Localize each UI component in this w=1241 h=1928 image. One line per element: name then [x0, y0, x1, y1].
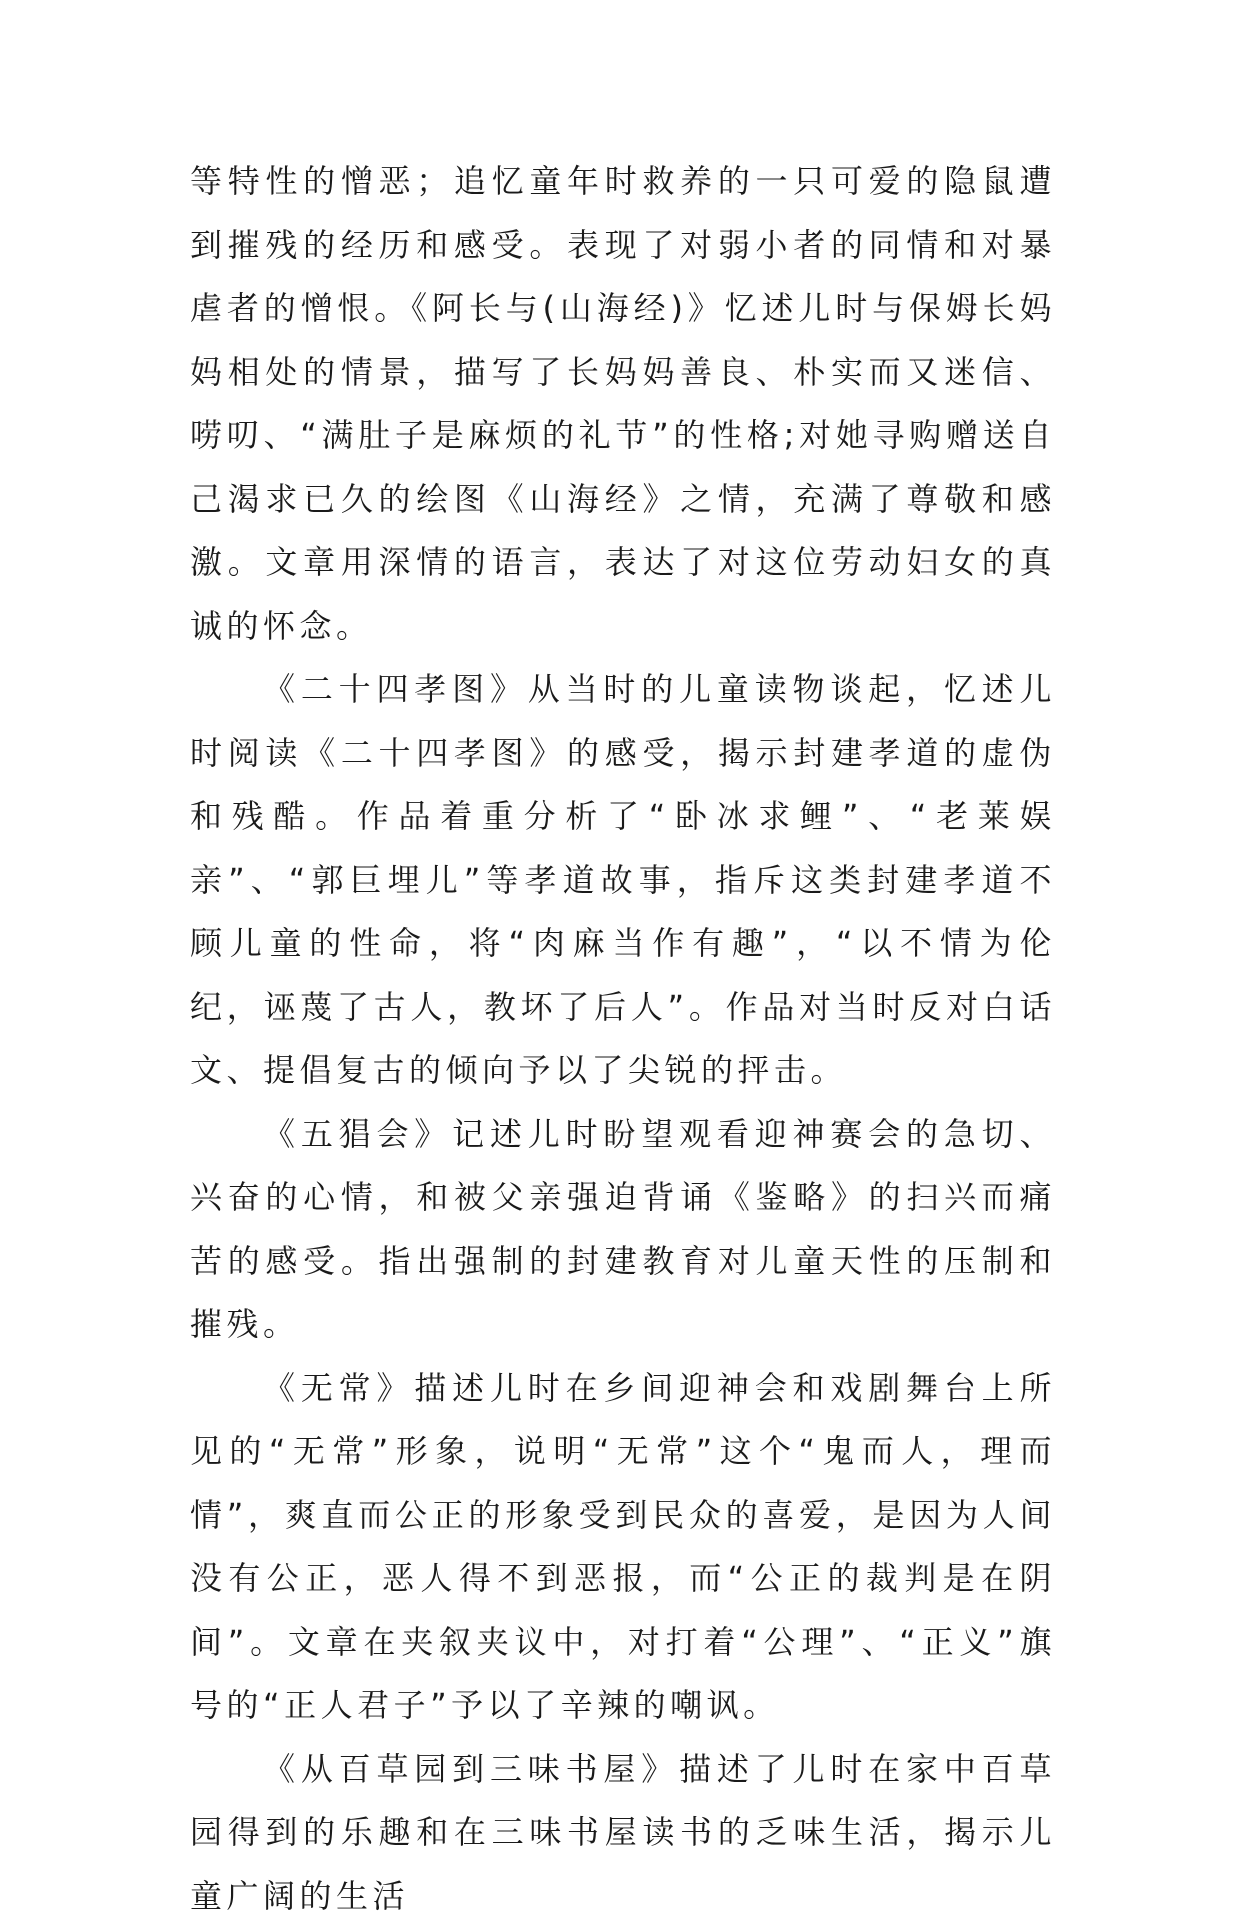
document-body: [190, 150, 1056, 1928]
paragraph-1: 等特性的憎恶；追忆童年时救养的一只可爱的隐鼠遭到摧残的经历和感受。表现了对弱小者的同情和对暴虐者的憎恨。《阿长与(山海经)》忆述儿时与保姆长妈妈相处的情景，描写了长妈妈善良、朴实而又迷信、唠叨、“满肚子是麻烦的礼节”的性格;对她寻购赠送自己渴求已久的绘图《山海经》之情，充满了尊敬和感激。文章用深情的语言，表达了对这位劳动妇女的真诚的怀念。: [190, 150, 1056, 658]
paragraph-3: 《五猖会》记述儿时盼望观看迎神赛会的急切、兴奋的心情，和被父亲强迫背诵《鉴略》的扫兴而痛苦的感受。指出强制的封建教育对儿童天性的压制和摧残。: [190, 1103, 1056, 1357]
paragraph-4: 《无常》描述儿时在乡间迎神会和戏剧舞台上所见的“无常”形象，说明“无常”这个“鬼而人，理而情”，爽直而公正的形象受到民众的喜爱，是因为人间没有公正，恶人得不到恶报，而“公正的裁判是在阴间”。文章在夹叙夹议中，对打着“公理”、“正义”旗号的“正人君子”予以了辛辣的嘲讽。: [190, 1357, 1056, 1738]
paragraph-5: 《从百草园到三味书屋》描述了儿时在家中百草园得到的乐趣和在三味书屋读书的乏味生活，揭示儿童广阔的生活: [190, 1738, 1056, 1928]
paragraph-2: 《二十四孝图》从当时的儿童读物谈起，忆述儿时阅读《二十四孝图》的感受，揭示封建孝道的虚伪和残酷。作品着重分析了“卧冰求鲤”、“老莱娱亲”、“郭巨埋儿”等孝道故事，指斥这类封建孝道不顾儿童的性命，将“肉麻当作有趣”，“以不情为伦纪，诬蔑了古人，教坏了后人”。作品对当时反对白话文、提倡复古的倾向予以了尖锐的抨击。: [190, 658, 1056, 1103]
